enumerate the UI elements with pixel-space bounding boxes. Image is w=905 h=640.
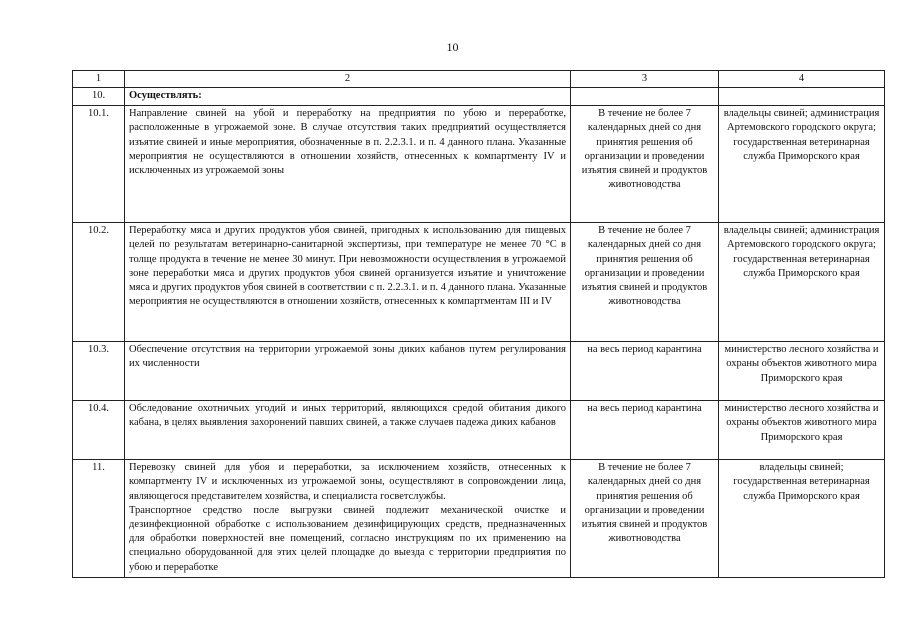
table-row <box>73 106 885 223</box>
header-cell-4: 4 <box>719 71 885 88</box>
section-number: 10. <box>73 88 125 106</box>
measure-text: Направление свиней на убой и переработку на предприятия по убою и переработке, расположенные в угрожаемой зоне. В случае отсутствия таких предприятий осуществляется изъятие свиней и иные мероприятия, обозначенные в п. 2.2.3.1. и п. 4 данного плана. Указанные мероприятия не осуществляются в отношении хозяйств, отнесенных к компартменту IV и исключенных из угрожаемой зоны <box>125 106 571 223</box>
row-number: 10.2. <box>73 223 125 342</box>
empty-cell <box>719 88 885 106</box>
measure-paragraph-1: Перевозку свиней для убоя и переработки, за исключением хозяйств, отнесенных к компартменту IV и исключенных из угрожаемой зоны, осуществляют в сопровождении лица, являющегося представителем хозяйства, и специалиста госветслужбы. <box>129 462 566 502</box>
responsible-text: министерство лесного хозяйства и охраны объектов животного мира Приморского края <box>719 401 885 460</box>
row-number: 11. <box>73 460 125 578</box>
measure-text <box>125 460 571 578</box>
header-cell-1: 1 <box>73 71 125 88</box>
empty-cell <box>571 88 719 106</box>
measures-table <box>72 70 885 578</box>
responsible-text: владельцы свиней; администрация Артемовского городского округа; государственная ветеринарная служба Приморского края <box>719 106 885 223</box>
table-header-row <box>73 71 885 88</box>
header-cell-2: 2 <box>125 71 571 88</box>
deadline-text: В течение не более 7 календарных дней со дня принятия решения об организации и проведении изъятия свиней и продуктов животноводства <box>571 106 719 223</box>
responsible-text: владельцы свиней; администрация Артемовского городского округа; государственная ветеринарная служба Приморского края <box>719 223 885 342</box>
deadline-text: В течение не более 7 календарных дней со дня принятия решения об организации и проведении изъятия свиней и продуктов животноводства <box>571 460 719 578</box>
table-row <box>73 223 885 342</box>
responsible-text: владельцы свиней; государственная ветеринарная служба Приморского края <box>719 460 885 578</box>
measure-text: Переработку мяса и других продуктов убоя свиней, пригодных к использованию для пищевых целей по результатам ветеринарно-санитарной экспертизы, при температуре не менее 70 °С в толще продукта в течение не менее 30 минут. При невозможности осуществления в угрожаемой зоне переработки мяса и других продуктов убоя свиней организуется изъятие и уничтожение мяса и других продуктов убоя свиней в соответствии с п. 2.2.3.1. и п. 4 данного плана. Указанные мероприятия не осуществляются в отношении хозяйств, отнесенных к компартментам III и IV <box>125 223 571 342</box>
measure-text: Обследование охотничьих угодий и иных территорий, являющихся средой обитания дикого кабана, в целях выявления захоронений павших свиней, а также случаев падежа диких кабанов <box>125 401 571 460</box>
deadline-text: на весь период карантина <box>571 401 719 460</box>
section-row <box>73 88 885 106</box>
responsible-text: министерство лесного хозяйства и охраны объектов животного мира Приморского края <box>719 342 885 401</box>
measure-text: Обеспечение отсутствия на территории угрожаемой зоны диких кабанов путем регулирования их численности <box>125 342 571 401</box>
table-row <box>73 460 885 578</box>
deadline-text: на весь период карантина <box>571 342 719 401</box>
table-row <box>73 342 885 401</box>
row-number: 10.3. <box>73 342 125 401</box>
row-number: 10.1. <box>73 106 125 223</box>
table-row <box>73 401 885 460</box>
deadline-text: В течение не более 7 календарных дней со дня принятия решения об организации и проведении изъятия свиней и продуктов животноводства <box>571 223 719 342</box>
measure-paragraph-2: Транспортное средство после выгрузки свиней подлежит механической очистке и дезинфекционной обработке с использованием дезинфицирующих средств, предназначенных для обработки поверхностей вне помещений, согласно инструкциям по их применению на специально оборудованной для этих целей площадке до выезда с территории предприятия по убою и переработке <box>129 504 566 573</box>
header-cell-3: 3 <box>571 71 719 88</box>
page-number: 10 <box>446 40 459 54</box>
row-number: 10.4. <box>73 401 125 460</box>
section-title: Осуществлять: <box>125 88 571 106</box>
